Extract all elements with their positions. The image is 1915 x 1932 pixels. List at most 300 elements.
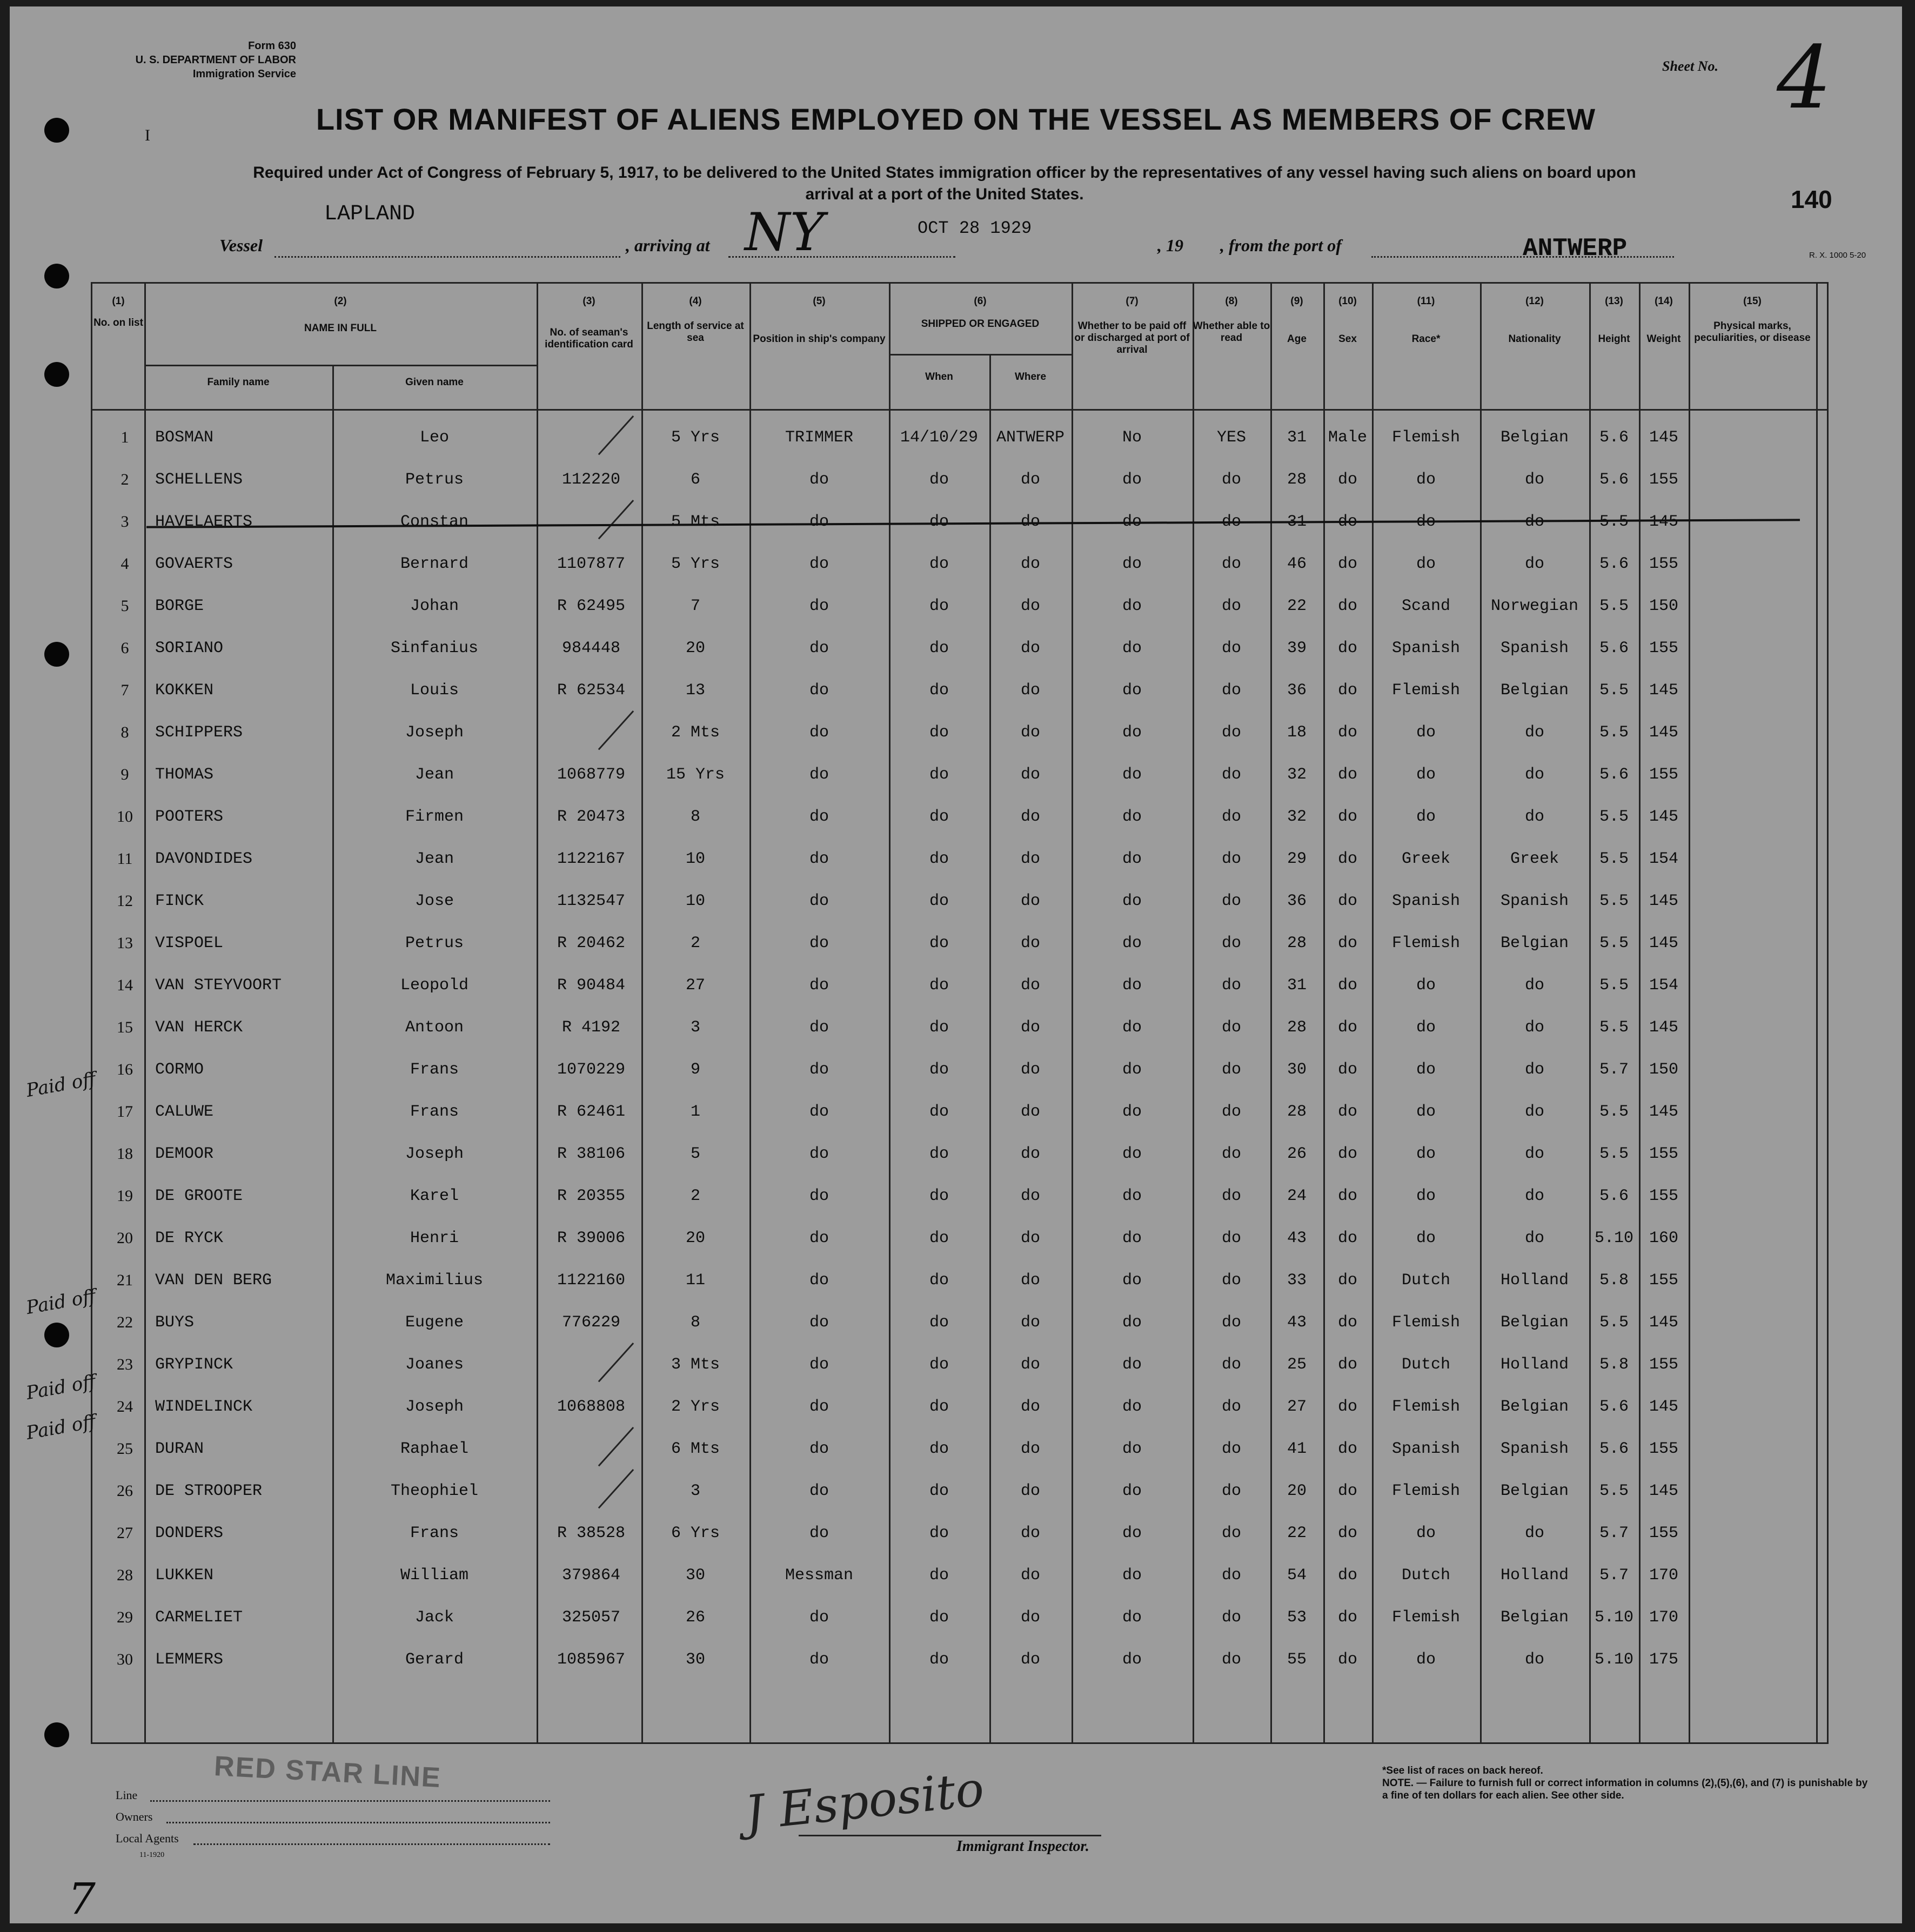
cell-where: do [1020,681,1040,700]
cell-position: do [809,976,829,995]
cell-given: Frans [410,1524,459,1542]
cell-given: Joseph [405,1145,464,1163]
cell-read: YES [1216,428,1246,447]
cell-race: do [1416,1229,1436,1247]
vessel-label: Vessel [219,236,263,255]
cell-height: 5.5 [1599,1482,1629,1500]
cell-race: Spanish [1391,892,1461,910]
col-7-header: (7) Whether to be paid off or discharged at port of arrival [1074,296,1190,355]
cell-read: do [1221,1608,1241,1627]
cell-read: do [1221,934,1241,952]
cell-nationality: do [1524,723,1544,742]
cell-service: 15 Yrs [666,766,725,784]
column-divider [889,284,890,1742]
cell-read: do [1221,1145,1241,1163]
cell-family: DE STROOPER [155,1482,263,1500]
column-divider [1639,284,1641,1742]
cell-weight: 154 [1649,850,1678,868]
stamp-number: 140 [1791,185,1832,213]
cell-given: Sinfanius [390,639,479,658]
cell-family: VAN STEYVOORT [155,976,282,995]
cell-read: do [1221,808,1241,826]
cell-family: HAVELAERTS [155,513,253,531]
cell-age: 43 [1287,1229,1307,1247]
cell-weight: 170 [1649,1566,1678,1585]
agents-fill [193,1843,550,1845]
cell-paid: do [1122,934,1142,952]
cell-card: 776229 [561,1313,621,1332]
line-label: Line [116,1788,138,1802]
cell-age: 26 [1287,1145,1307,1163]
cell-weight: 155 [1649,1271,1678,1290]
col-15-header: (15) Physical marks, peculiarities, or disease [1694,296,1811,344]
cell-paid: do [1122,1482,1142,1500]
cell-given: William [400,1566,469,1585]
cell-sex: do [1337,976,1357,995]
cell-race: Dutch [1401,1271,1450,1290]
cell-given: Karel [410,1187,459,1205]
cell-family: CORMO [155,1061,204,1079]
cell-family: VAN HERCK [155,1018,243,1037]
column-divider [1270,284,1272,1742]
cell-no: 26 [117,1482,133,1500]
cell-card: R 62534 [557,681,626,700]
cell-family: KOKKEN [155,681,214,700]
cell-age: 55 [1287,1651,1307,1669]
cell-service: 2 Mts [671,723,720,742]
cell-paid: do [1122,1018,1142,1037]
cell-sex: do [1337,597,1357,615]
cell-service: 30 [685,1651,705,1669]
arrival-date-stamp: OCT 28 1929 [918,218,1032,238]
cell-weight: 145 [1649,934,1678,952]
cell-paid: do [1122,1398,1142,1416]
cell-where: do [1020,723,1040,742]
cell-race: do [1416,1103,1436,1121]
cell-nationality: do [1524,1018,1544,1037]
cell-position: do [809,1608,829,1627]
cell-where: do [1020,1356,1040,1374]
corner-mark: 7 [68,1874,96,1923]
cell-age: 31 [1287,428,1307,447]
cell-no: 25 [117,1440,133,1458]
col-12-header: (12) Nationality [1508,296,1561,345]
service-name: Immigration Service [192,68,296,80]
cell-read: do [1221,1103,1241,1121]
cell-where: ANTWERP [996,428,1065,447]
cell-when: do [929,1018,949,1037]
cell-height: 5.6 [1599,766,1629,784]
cell-sex: Male [1328,428,1367,447]
cell-position: do [809,1313,829,1332]
cell-height: 5.8 [1599,1356,1629,1374]
cell-read: do [1221,1356,1241,1374]
cell-read: do [1221,1229,1241,1247]
cell-nationality: Belgian [1500,934,1569,952]
cell-age: 27 [1287,1398,1307,1416]
header-bottom-rule [92,409,1827,411]
name-subheader-line [144,365,537,366]
cell-no: 8 [120,723,129,741]
cell-card: R 62461 [557,1103,626,1121]
cell-read: do [1221,1187,1241,1205]
fine-note: NOTE. — Failure to furnish full or correct information in columns (2),(5),(6), and (7) is punishable by a fine of ten dollars for each alien. See other side. [1382,1777,1868,1801]
crew-manifest-table [91,282,1829,1744]
binder-hole [44,264,69,289]
cell-no: 27 [117,1524,133,1542]
cell-given: Frans [410,1103,459,1121]
cell-position: do [809,597,829,615]
cell-where: do [1020,639,1040,658]
cell-when: 14/10/29 [900,428,979,447]
cell-when: do [929,1524,949,1542]
cell-nationality: do [1524,766,1544,784]
margin-note: Paid off [24,1068,98,1102]
cell-age: 30 [1287,1061,1307,1079]
cell-service: 5 [690,1145,700,1163]
cell-when: do [929,850,949,868]
cell-race: do [1416,513,1436,531]
cell-sex: do [1337,1187,1357,1205]
cell-card: R 4192 [561,1018,621,1037]
cell-service: 5 Yrs [671,555,720,573]
cell-when: do [929,1313,949,1332]
cell-given: Johan [410,597,459,615]
cell-race: do [1416,1061,1436,1079]
cell-when: do [929,1651,949,1669]
cell-race: do [1416,471,1436,489]
cell-sex: do [1337,1103,1357,1121]
vessel-name: LAPLAND [324,202,416,226]
card-blank-stroke [598,1469,634,1508]
cell-race: Flemish [1391,428,1461,447]
cell-given: Constan [400,513,469,531]
cell-position: do [809,681,829,700]
cell-weight: 155 [1649,1356,1678,1374]
cell-read: do [1221,766,1241,784]
cell-given: Raphael [400,1440,469,1458]
column-divider [1689,284,1690,1742]
cell-sex: do [1337,639,1357,658]
cell-race: do [1416,766,1436,784]
cell-height: 5.5 [1599,1103,1629,1121]
cell-when: do [929,766,949,784]
cell-family: DAVONDIDES [155,850,253,868]
col-2b-header: Given name [405,377,464,388]
cell-sex: do [1337,1313,1357,1332]
cell-weight: 155 [1649,1440,1678,1458]
cell-service: 6 [690,471,700,489]
cell-race: Greek [1401,850,1450,868]
cell-race: do [1416,1018,1436,1037]
cell-when: do [929,1398,949,1416]
cell-card: R 20355 [557,1187,626,1205]
cell-age: 18 [1287,723,1307,742]
cell-when: do [929,1608,949,1627]
cell-height: 5.5 [1599,1018,1629,1037]
cell-paid: do [1122,1608,1142,1627]
cell-card: 1107877 [557,555,626,573]
cell-position: do [809,1187,829,1205]
cell-service: 2 [690,934,700,952]
cell-no: 11 [117,850,133,868]
cell-when: do [929,513,949,531]
cell-weight: 155 [1649,1524,1678,1542]
cell-family: BUYS [155,1313,195,1332]
cell-weight: 175 [1649,1651,1678,1669]
cell-sex: do [1337,1018,1357,1037]
cell-paid: do [1122,892,1142,910]
cell-card: 1068779 [557,766,626,784]
cell-race: do [1416,976,1436,995]
cell-when: do [929,1271,949,1290]
cell-read: do [1221,850,1241,868]
cell-weight: 145 [1649,1398,1678,1416]
cell-age: 36 [1287,892,1307,910]
cell-service: 3 [690,1482,700,1500]
cell-card: 325057 [561,1608,621,1627]
form-code: R. X. 1000 5-20 [1809,251,1866,260]
cell-read: do [1221,976,1241,995]
cell-nationality: Spanish [1500,1440,1569,1458]
cell-position: do [809,1482,829,1500]
cell-weight: 155 [1649,1187,1678,1205]
cell-nationality: do [1524,1524,1544,1542]
cell-age: 28 [1287,471,1307,489]
margin-note: Paid off [24,1371,98,1404]
cell-when: do [929,1187,949,1205]
cell-sex: do [1337,766,1357,784]
cell-given: Firmen [405,808,464,826]
cell-family: DE GROOTE [155,1187,243,1205]
cell-weight: 145 [1649,1313,1678,1332]
col-2a-header: Family name [207,377,270,388]
cell-read: do [1221,723,1241,742]
cell-when: do [929,555,949,573]
cell-sex: do [1337,723,1357,742]
cell-height: 5.5 [1599,808,1629,826]
cell-service: 3 Mts [671,1356,720,1374]
cell-paid: do [1122,808,1142,826]
cell-height: 5.7 [1599,1061,1629,1079]
cell-paid: do [1122,1440,1142,1458]
cell-no: 28 [117,1566,133,1584]
col-10-header: (10) Sex [1338,296,1357,345]
cell-service: 1 [690,1103,700,1121]
cell-where: do [1020,1398,1040,1416]
cell-paid: do [1122,1145,1142,1163]
col-14-header: (14) Weight [1646,296,1681,345]
cell-height: 5.7 [1599,1524,1629,1542]
cell-family: CALUWE [155,1103,214,1121]
cell-weight: 150 [1649,1061,1678,1079]
cell-height: 5.5 [1599,850,1629,868]
cell-no: 21 [117,1271,133,1289]
cell-family: CARMELIET [155,1608,243,1627]
cell-race: do [1416,555,1436,573]
cell-age: 29 [1287,850,1307,868]
cell-family: THOMAS [155,766,214,784]
cell-where: do [1020,1187,1040,1205]
cell-family: WINDELINCK [155,1398,253,1416]
cell-sex: do [1337,934,1357,952]
cell-no: 30 [117,1651,133,1668]
cell-service: 20 [685,639,705,658]
col-6a-header: When [925,371,953,383]
cell-service: 7 [690,597,700,615]
cell-sex: do [1337,1566,1357,1585]
cell-race: do [1416,723,1436,742]
cell-position: do [809,639,829,658]
col-2-header: (2) NAME IN FULL [304,296,377,334]
cell-age: 25 [1287,1356,1307,1374]
year-label: , 19 [1157,236,1183,255]
cell-weight: 155 [1649,1145,1678,1163]
agents-label: Local Agents [116,1832,179,1845]
column-divider [1372,284,1374,1742]
cell-where: do [1020,1313,1040,1332]
cell-nationality: do [1524,808,1544,826]
card-blank-stroke [598,1343,634,1382]
cell-family: POOTERS [155,808,224,826]
card-blank-stroke [598,500,634,539]
col-11-header: (11) Race* [1411,296,1441,345]
cell-height: 5.6 [1599,1440,1629,1458]
cell-race: do [1416,1651,1436,1669]
cell-no: 6 [120,639,129,657]
cell-service: 8 [690,808,700,826]
cell-given: Antoon [405,1018,464,1037]
cell-weight: 150 [1649,597,1678,615]
cell-weight: 155 [1649,639,1678,658]
cell-service: 10 [685,850,705,868]
cell-given: Joseph [405,723,464,742]
column-divider [1589,284,1591,1742]
cell-when: do [929,1566,949,1585]
cell-given: Petrus [405,934,464,952]
cell-height: 5.5 [1599,1145,1629,1163]
cell-service: 11 [685,1271,705,1290]
cell-age: 28 [1287,934,1307,952]
cell-weight: 155 [1649,766,1678,784]
cell-given: Jose [414,892,454,910]
cell-given: Gerard [405,1651,464,1669]
cell-age: 24 [1287,1187,1307,1205]
cell-given: Joseph [405,1398,464,1416]
cell-service: 30 [685,1566,705,1585]
cell-height: 5.5 [1599,597,1629,615]
cell-read: do [1221,1566,1241,1585]
cell-family: DE RYCK [155,1229,224,1247]
cell-nationality: Spanish [1500,892,1569,910]
cell-race: Spanish [1391,1440,1461,1458]
cell-position: do [809,850,829,868]
card-blank-stroke [598,415,634,455]
cell-where: do [1020,976,1040,995]
cell-position: do [809,1651,829,1669]
cell-no: 1 [120,428,129,446]
cell-age: 43 [1287,1313,1307,1332]
cell-height: 5.5 [1599,976,1629,995]
cell-paid: do [1122,1566,1142,1585]
cell-read: do [1221,1398,1241,1416]
cell-where: do [1020,1018,1040,1037]
column-divider [1816,284,1818,1742]
cell-when: do [929,681,949,700]
cell-when: do [929,597,949,615]
cell-height: 5.5 [1599,1313,1629,1332]
cell-where: do [1020,1271,1040,1290]
cell-sex: do [1337,1229,1357,1247]
races-note: *See list of races on back hereof. [1382,1765,1543,1776]
cell-weight: 155 [1649,555,1678,573]
cell-no: 2 [120,471,129,488]
cell-read: do [1221,1061,1241,1079]
from-port: ANTWERP [1523,234,1628,263]
cell-family: FINCK [155,892,204,910]
cell-read: do [1221,1440,1241,1458]
cell-sex: do [1337,1524,1357,1542]
cell-card: R 39006 [557,1229,626,1247]
cell-age: 46 [1287,555,1307,573]
cell-paid: do [1122,1271,1142,1290]
company-stamp: RED STAR LINE [213,1750,443,1794]
cell-no: 13 [117,934,133,952]
cell-where: do [1020,892,1040,910]
cell-age: 22 [1287,1524,1307,1542]
cell-read: do [1221,1482,1241,1500]
footnote [1382,1765,1869,1802]
binder-hole [44,1323,69,1347]
cell-read: do [1221,1524,1241,1542]
cell-when: do [929,1145,949,1163]
cell-position: Messman [785,1566,854,1585]
cell-nationality: Holland [1500,1566,1569,1585]
cell-no: 18 [117,1145,133,1163]
cell-age: 22 [1287,597,1307,615]
cell-race: Dutch [1401,1356,1450,1374]
cell-when: do [929,892,949,910]
cell-position: TRIMMER [785,428,854,447]
cell-when: do [929,1061,949,1079]
cell-age: 20 [1287,1482,1307,1500]
cell-paid: do [1122,1356,1142,1374]
sheet-number: 4 [1777,27,1832,128]
cell-where: do [1020,597,1040,615]
cell-when: do [929,723,949,742]
cell-no: 9 [120,766,129,783]
cell-family: BOSMAN [155,428,214,447]
cell-height: 5.6 [1599,471,1629,489]
cell-service: 10 [685,892,705,910]
cell-where: do [1020,934,1040,952]
cell-age: 31 [1287,513,1307,531]
cell-height: 5.5 [1599,513,1629,531]
cell-age: 36 [1287,681,1307,700]
cell-race: Flemish [1391,1482,1461,1500]
cell-where: do [1020,808,1040,826]
cell-weight: 145 [1649,1103,1678,1121]
cell-height: 5.10 [1594,1651,1633,1669]
cell-when: do [929,639,949,658]
cell-sex: do [1337,513,1357,531]
cell-no: 20 [117,1229,133,1247]
cell-service: 20 [685,1229,705,1247]
column-divider [749,284,751,1742]
cell-read: do [1221,513,1241,531]
cell-sex: do [1337,471,1357,489]
binder-hole [44,642,69,667]
